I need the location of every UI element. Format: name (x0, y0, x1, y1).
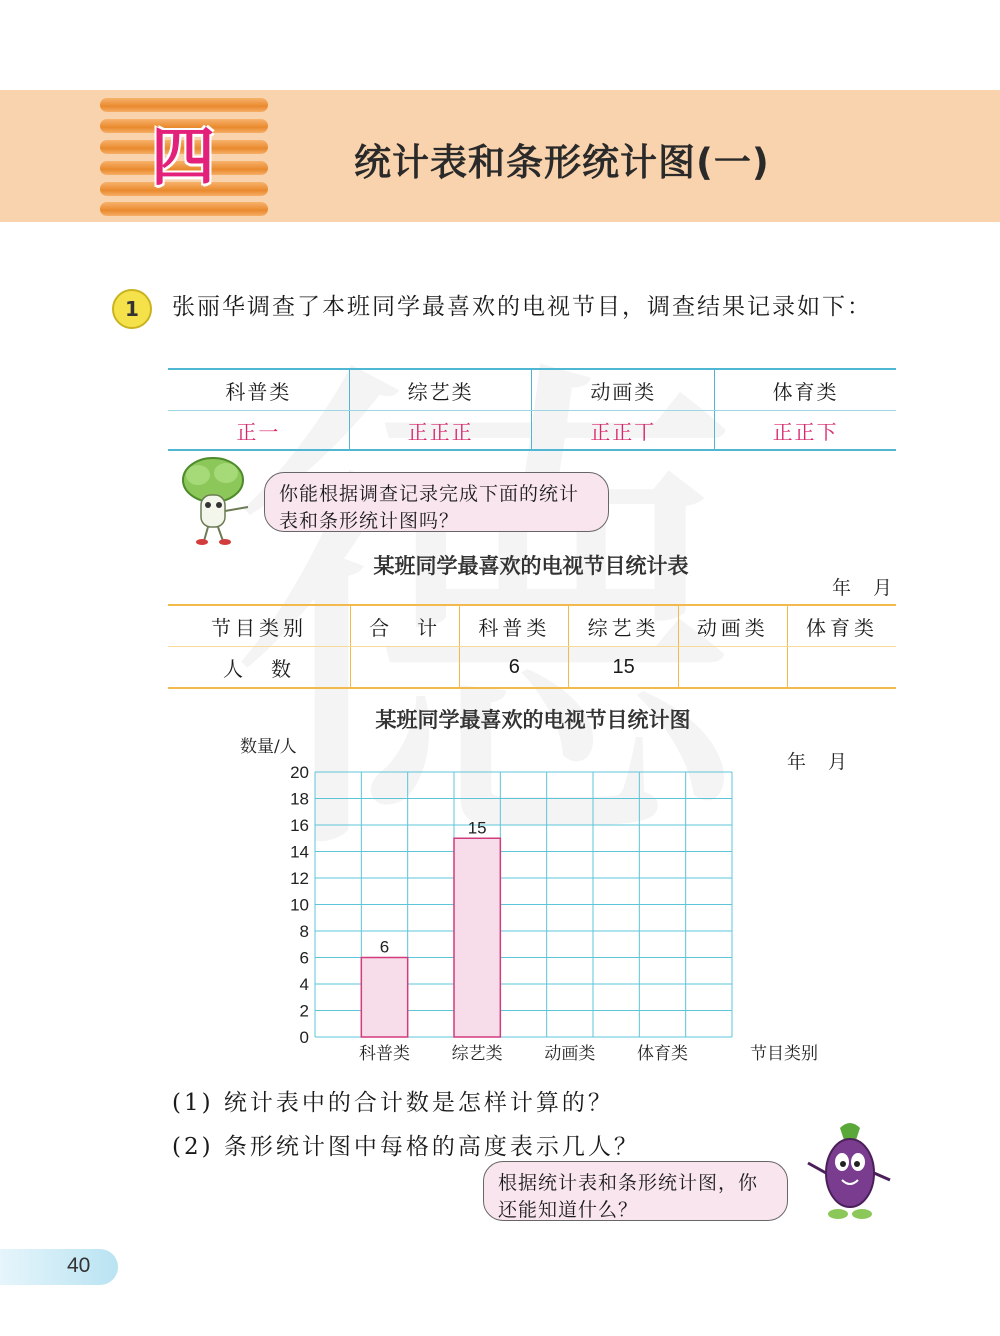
y-tick-label: 20 (290, 763, 309, 782)
y-tick-label: 4 (299, 975, 309, 994)
stat-header: 合 计 (351, 605, 460, 647)
stat-header: 体育类 (787, 605, 896, 647)
page-number-tab (0, 1249, 118, 1285)
y-tick-label: 12 (290, 869, 309, 888)
x-tick-label: 综艺类 (451, 1044, 503, 1064)
tally-marks: 正正下 (715, 411, 896, 451)
question-2: (2) 条形统计图中每格的高度表示几人？ (172, 1134, 640, 1160)
x-tick-label: 科普类 (359, 1044, 410, 1064)
stat-header: 科普类 (460, 605, 569, 647)
tally-header: 科普类 (168, 369, 349, 411)
question-1: (1) 统计表中的合计数是怎样计算的？ (172, 1090, 614, 1116)
chapter-title: 统计表和条形统计图(一) (354, 141, 770, 184)
speech-bubble: 你能根据调查记录完成下面的统计表和条形统计图吗？ (264, 472, 609, 532)
statistics-table (168, 604, 896, 689)
bar (361, 958, 407, 1038)
problem-text: 张丽华调查了本班同学最喜欢的电视节目，调查结果记录如下： (172, 294, 872, 320)
stat-header: 综艺类 (569, 605, 678, 647)
x-tick-label: 体育类 (637, 1044, 688, 1064)
y-tick-label: 10 (290, 895, 309, 915)
stat-row-label: 人 数 (223, 656, 295, 681)
y-tick-label: 2 (299, 1001, 309, 1021)
stat-table-title: 某班同学最喜欢的电视节目统计表 (373, 554, 689, 578)
tally-header: 体育类 (715, 369, 896, 411)
tally-header: 综艺类 (349, 369, 532, 411)
chart-title: 某班同学最喜欢的电视节目统计图 (375, 708, 691, 732)
speech-bubble-2: 根据统计表和条形统计图，你还能知道什么？ (483, 1161, 788, 1221)
chart-date: 年月 (787, 751, 870, 773)
stat-cell (787, 647, 896, 689)
stat-header: 节目类别 (168, 605, 351, 647)
tally-marks: 正正丅 (532, 411, 715, 451)
stat-cell-total (351, 647, 460, 689)
vegetable-character-icon (168, 455, 258, 545)
stat-table-date: 年月 (832, 577, 915, 599)
tally-marks: 正正正 (349, 411, 532, 451)
stat-cell (678, 647, 787, 689)
tally-marks: 正一 (168, 411, 349, 451)
bar-chart (230, 732, 830, 1072)
stat-cell: 15 (569, 647, 678, 689)
problem-number: 1 (112, 289, 152, 329)
tally-header: 动画类 (532, 369, 715, 411)
x-axis-label: 节目类别 (750, 1044, 818, 1064)
page-number: 40 (67, 1254, 91, 1277)
stat-cell: 6 (460, 647, 569, 689)
eggplant-character-icon (800, 1118, 900, 1228)
data-label: 6 (379, 937, 390, 957)
bar (454, 838, 500, 1037)
y-tick-label: 18 (290, 789, 309, 809)
y-tick-label: 16 (290, 816, 309, 835)
y-tick-label: 6 (299, 948, 309, 968)
unit-number: 四 (151, 120, 215, 195)
x-tick-label: 动画类 (544, 1044, 596, 1064)
y-tick-label: 14 (290, 842, 309, 862)
stat-header: 动画类 (678, 605, 787, 647)
y-axis-label: 数量/人 (240, 737, 297, 757)
tally-table (168, 368, 896, 451)
data-label: 15 (467, 818, 487, 838)
y-tick-label: 0 (299, 1028, 309, 1047)
y-tick-label: 8 (299, 922, 309, 941)
